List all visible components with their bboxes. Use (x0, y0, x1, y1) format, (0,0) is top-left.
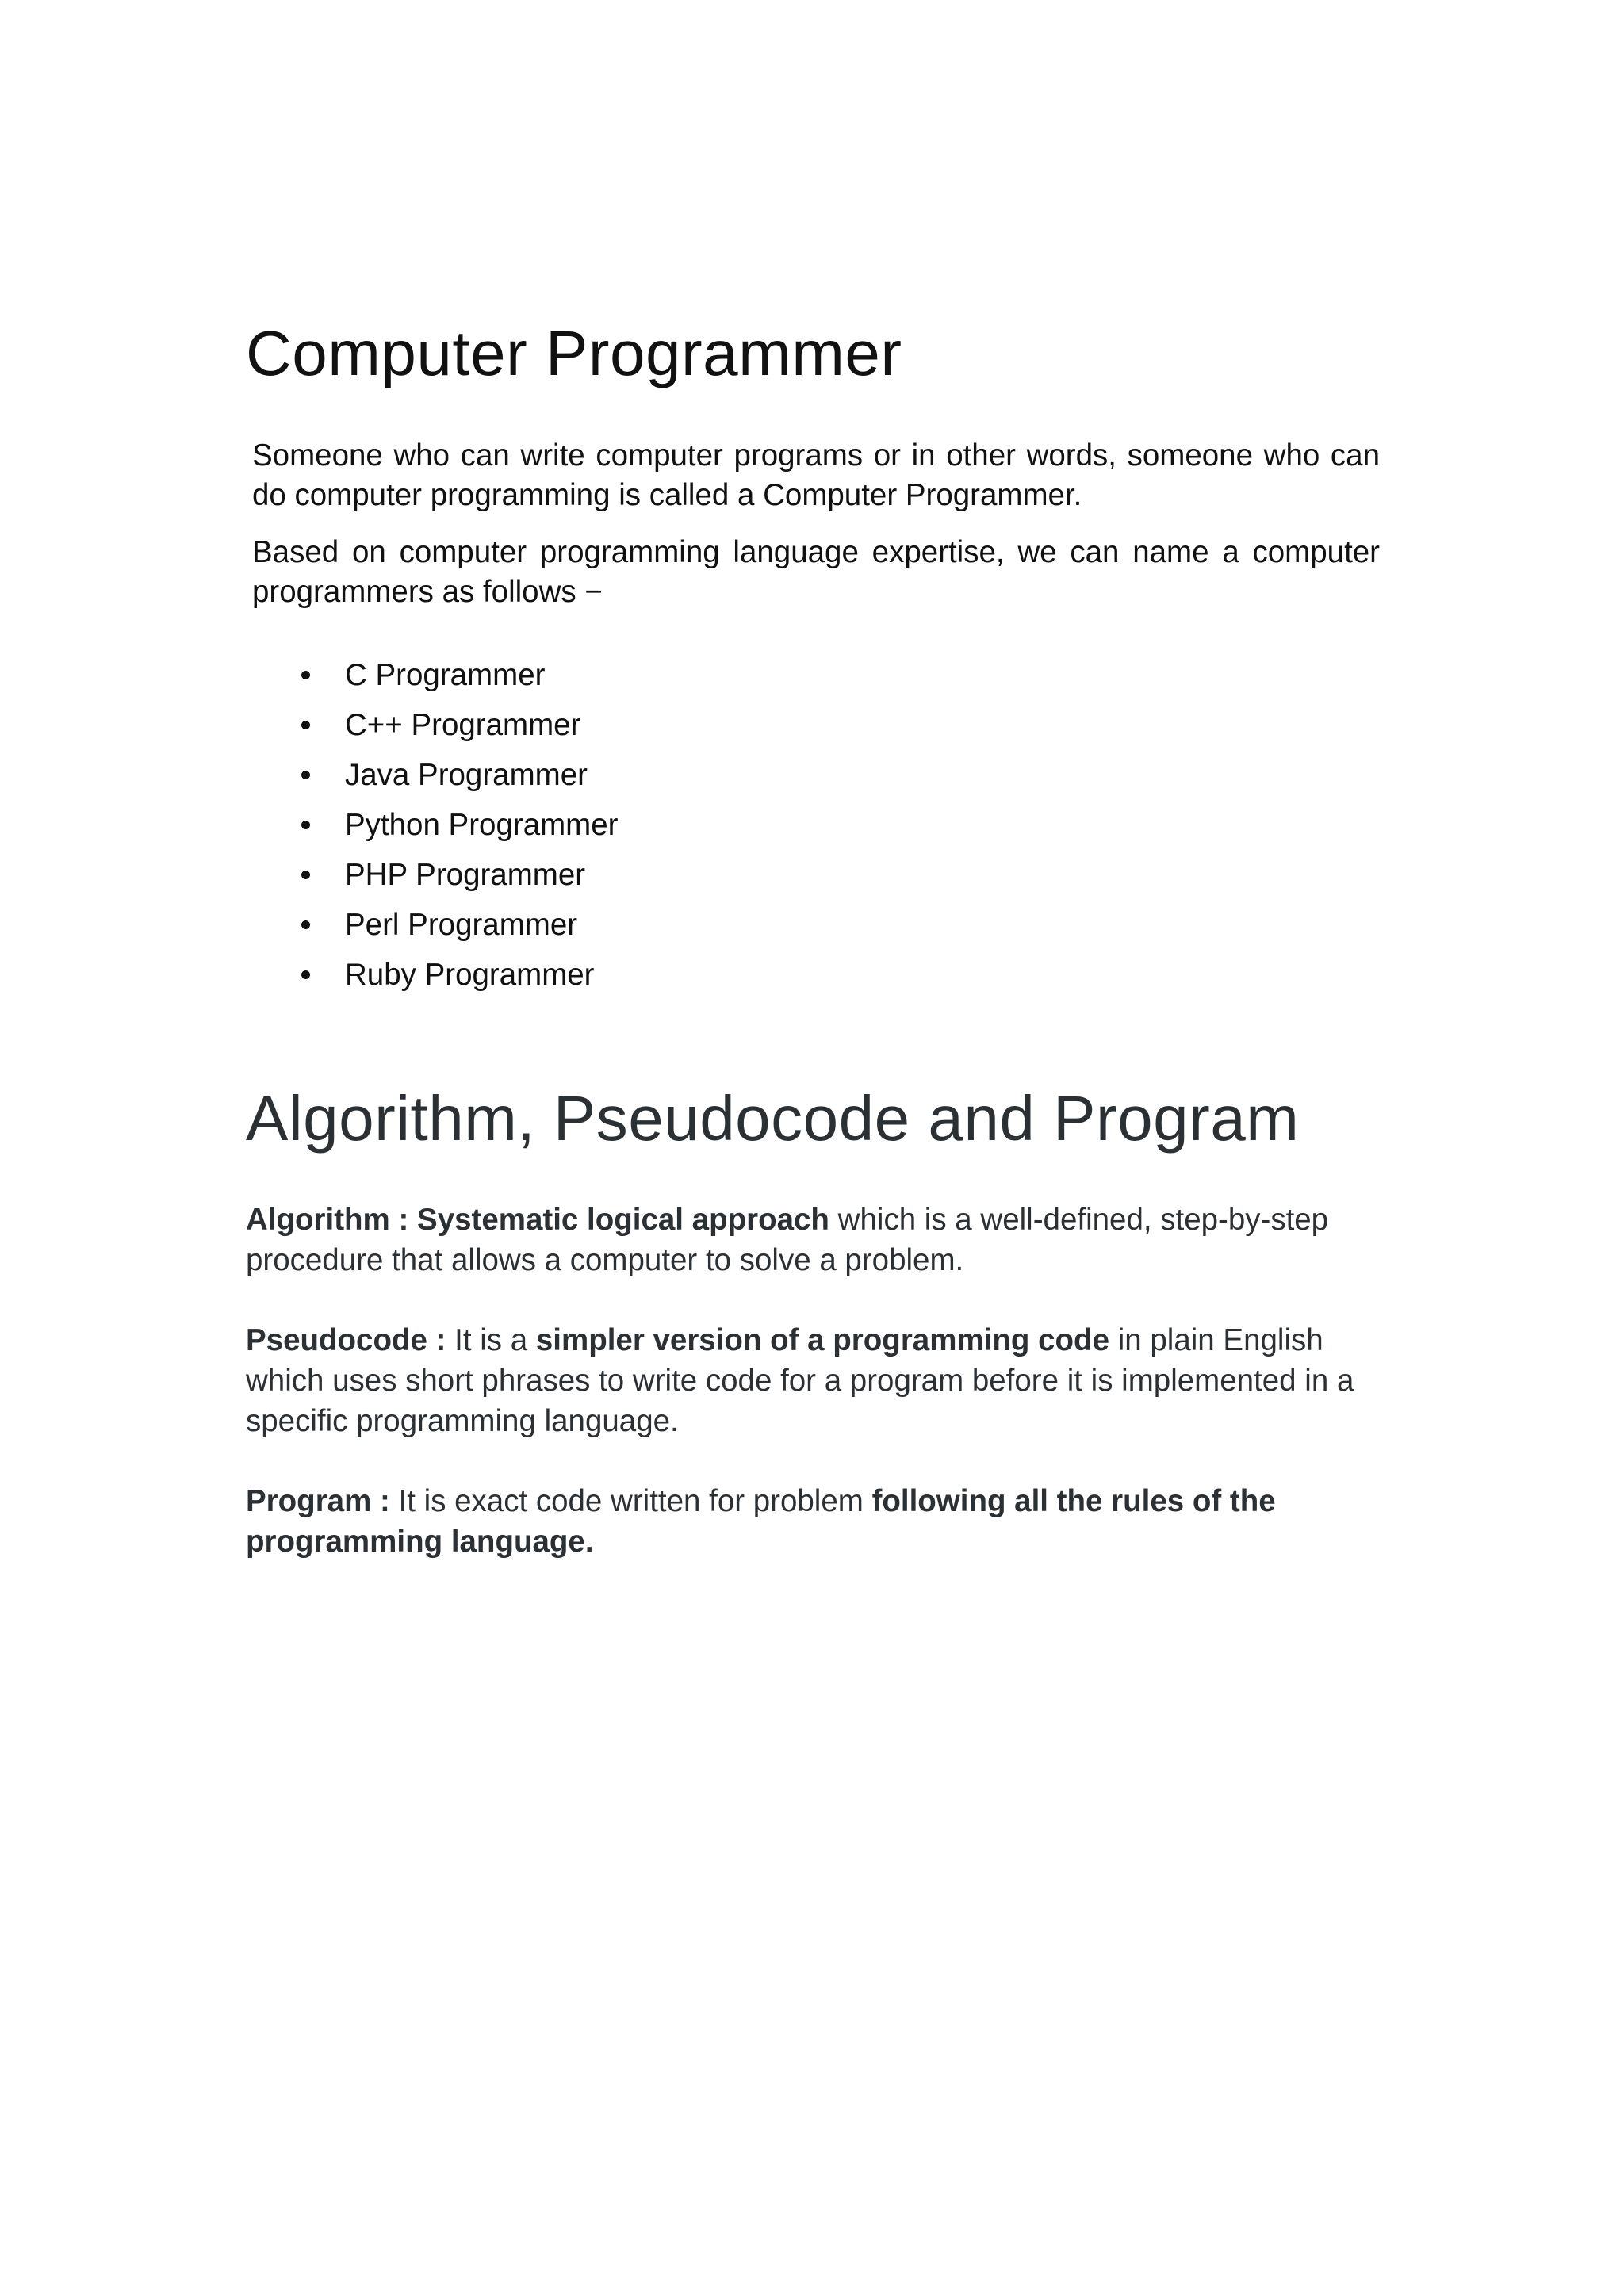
list-item (252, 650, 1380, 700)
list-item (252, 700, 1380, 750)
emphasis-program: following all the rules of the programming language. (246, 1484, 1276, 1559)
definition-algorithm (246, 1200, 1380, 1280)
list-item (252, 950, 1380, 1000)
section-title-computer-programmer: Computer Programmer (246, 318, 902, 388)
text-pseudocode: in plain English which uses short phrases to write code for a program before it is implemented in a specific programming language. (246, 1323, 1354, 1438)
list-item-label: Perl Programmer (345, 908, 578, 942)
text-pseudocode-before: It is a (454, 1323, 528, 1357)
definition-pseudocode (246, 1320, 1380, 1441)
bullet-icon (301, 970, 310, 979)
list-item-label: C Programmer (345, 658, 546, 692)
bullet-icon (301, 771, 310, 779)
document-content (246, 317, 1380, 1601)
list-item-label: Java Programmer (345, 758, 588, 792)
list-item (252, 850, 1380, 900)
section-title-algorithm-pseudocode-program: Algorithm, Pseudocode and Program (246, 1083, 1300, 1154)
list-item-label: Python Programmer (345, 808, 619, 842)
list-item (252, 800, 1380, 850)
list-item (252, 900, 1380, 950)
bullet-icon (301, 721, 310, 729)
definition-program (246, 1481, 1380, 1562)
text-algorithm: which is a well-defined, step-by-step procedure that allows a computer to solve a problem. (246, 1203, 1329, 1277)
list-item-label: C++ Programmer (345, 708, 581, 742)
programmer-list (252, 650, 1380, 1000)
term-algorithm: Algorithm : (246, 1203, 409, 1237)
emphasis-algorithm: Systematic logical approach (417, 1203, 829, 1237)
paragraph-expertise: Based on computer programming language expertise, we can name a computer programmers as follows − (252, 535, 1380, 609)
list-item (252, 750, 1380, 800)
section-2-body (246, 1200, 1380, 1562)
paragraph-definition: Someone who can write computer programs or in other words, someone who can do computer programming is called a Computer Programmer. (252, 438, 1380, 512)
bullet-icon (301, 871, 310, 879)
term-program: Program : (246, 1484, 390, 1518)
bullet-icon (301, 821, 310, 829)
bullet-icon (301, 671, 310, 679)
emphasis-pseudocode: simpler version of a programming code (535, 1323, 1109, 1357)
list-item-label: PHP Programmer (345, 858, 586, 892)
section-1-body (252, 436, 1380, 1000)
term-pseudocode: Pseudocode : (246, 1323, 446, 1357)
text-program-before: It is exact code written for problem (398, 1484, 864, 1518)
bullet-icon (301, 920, 310, 929)
list-item-label: Ruby Programmer (345, 958, 595, 992)
